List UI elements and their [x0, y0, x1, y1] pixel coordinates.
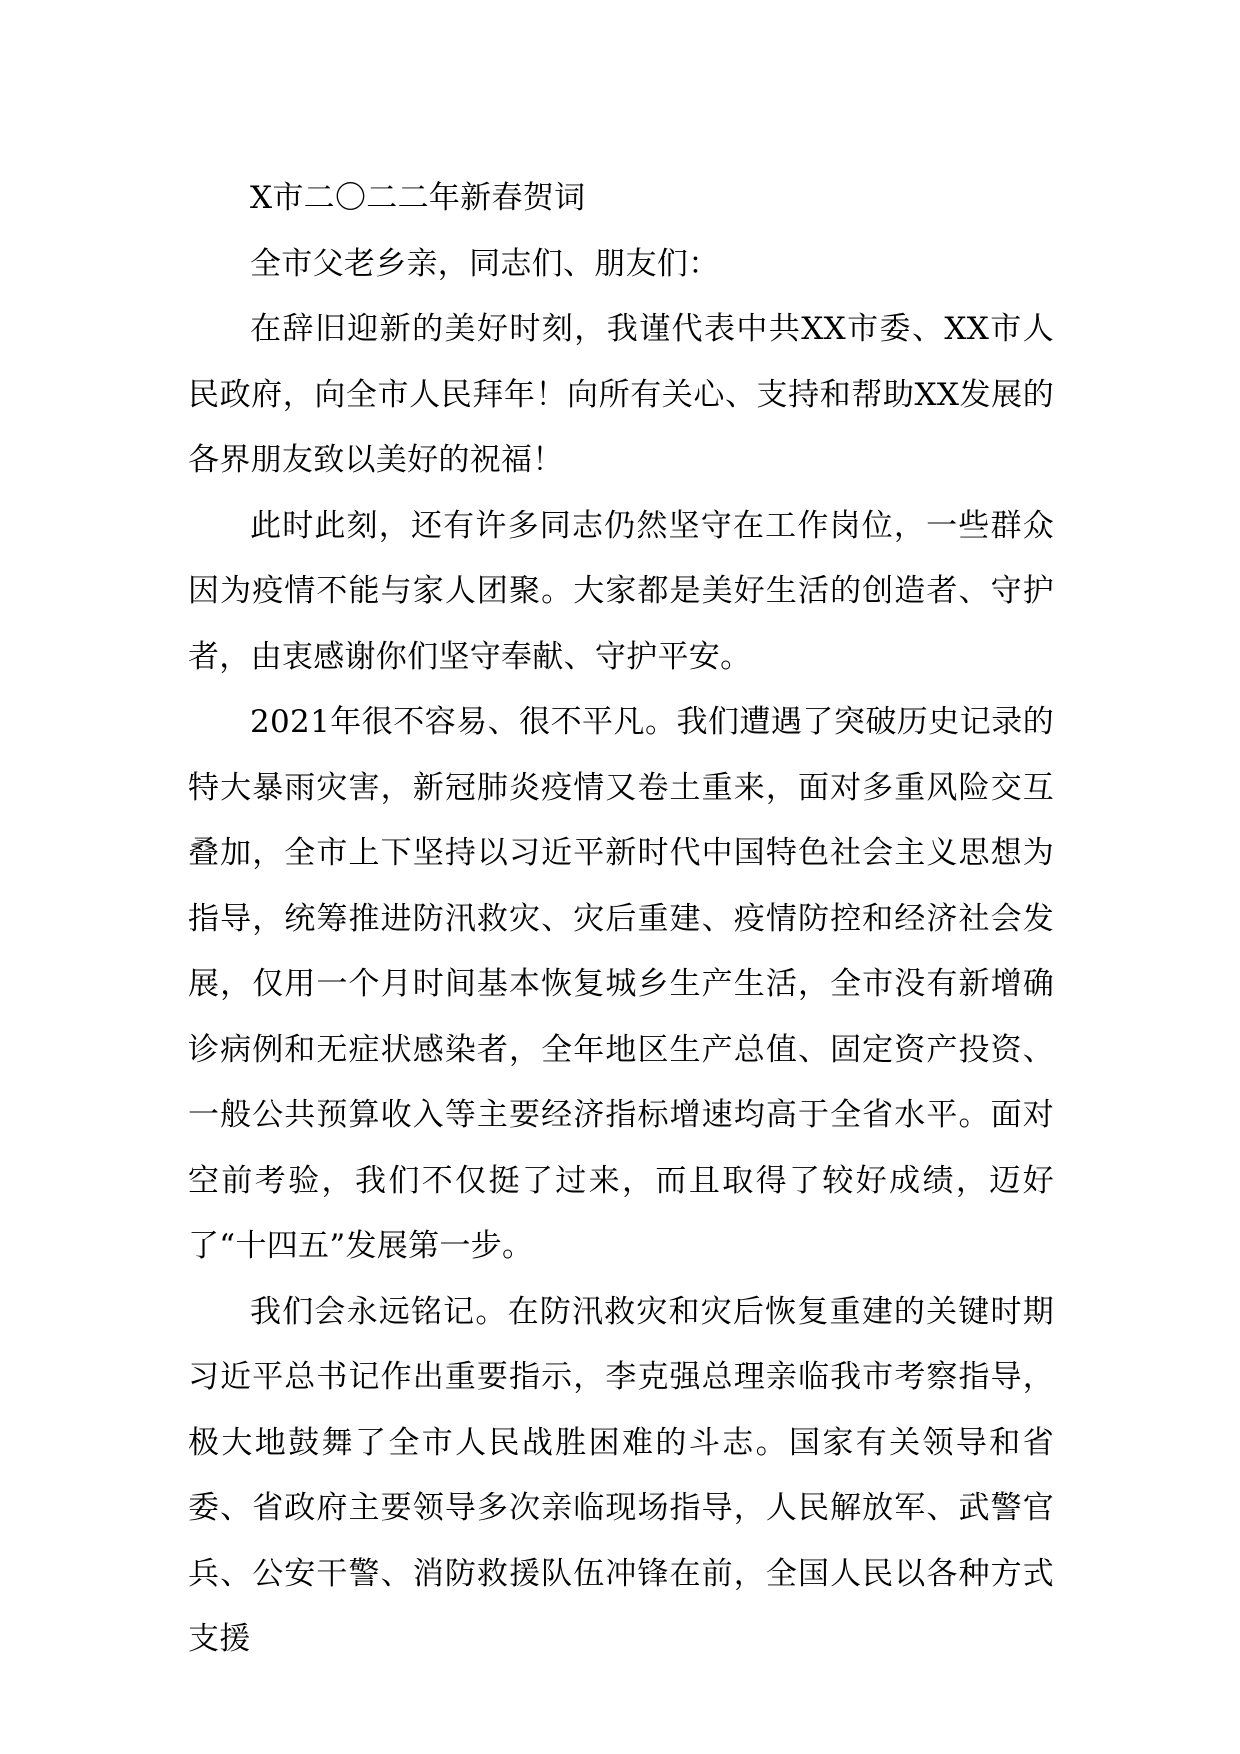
paragraph-review-2021: 2021年很不容易、很不平凡。我们遭遇了突破历史记录的特大暴雨灾害，新冠肺炎疫情又卷土重来，面对多重风险交互叠加，全市上下坚持以习近平新时代中国特色社会主义思想为指导，统筹推进防汛救灾、灾后重建、疫情防控和经济社会发展，仅用一个月时间基本恢复城乡生产生活，全市没有新增确诊病例和无症状感染者，全年地区生产总值、固定资产投资、一般公共预算收入等主要经济指标增速均高于全省水平。面对空前考验，我们不仅挺了过来，而且取得了较好成绩，迈好了“十四五”发展第一步。: [188, 704, 1054, 1264]
document-body: [188, 166, 1054, 1673]
paragraph-greeting: 在辞旧迎新的美好时刻，我谨代表中共XX市委、XX市人民政府，向全市人民拜年！向所有关心、支持和帮助XX发展的各界朋友致以美好的祝福！: [188, 311, 1054, 478]
paragraph-remembrance: 我们会永远铭记。在防汛救灾和灾后恢复重建的关键时期习近平总书记作出重要指示，李克强总理亲临我市考察指导，极大地鼓舞了全市人民战胜困难的斗志。国家有关领导和省委、省政府主要领导多次亲临现场指导，人民解放军、武警官兵、公安干警、消防救援队伍冲锋在前，全国人民以各种方式支援: [188, 1293, 1054, 1657]
paragraph-thanks: 此时此刻，还有许多同志仍然坚守在工作岗位，一些群众因为疫情不能与家人团聚。大家都是美好生活的创造者、守护者，由衷感谢你们坚守奉献、守护平安。: [188, 507, 1054, 675]
document-title: X市二〇二二年新春贺词: [250, 180, 586, 216]
salutation: 全市父老乡亲，同志们、朋友们：: [250, 245, 720, 282]
